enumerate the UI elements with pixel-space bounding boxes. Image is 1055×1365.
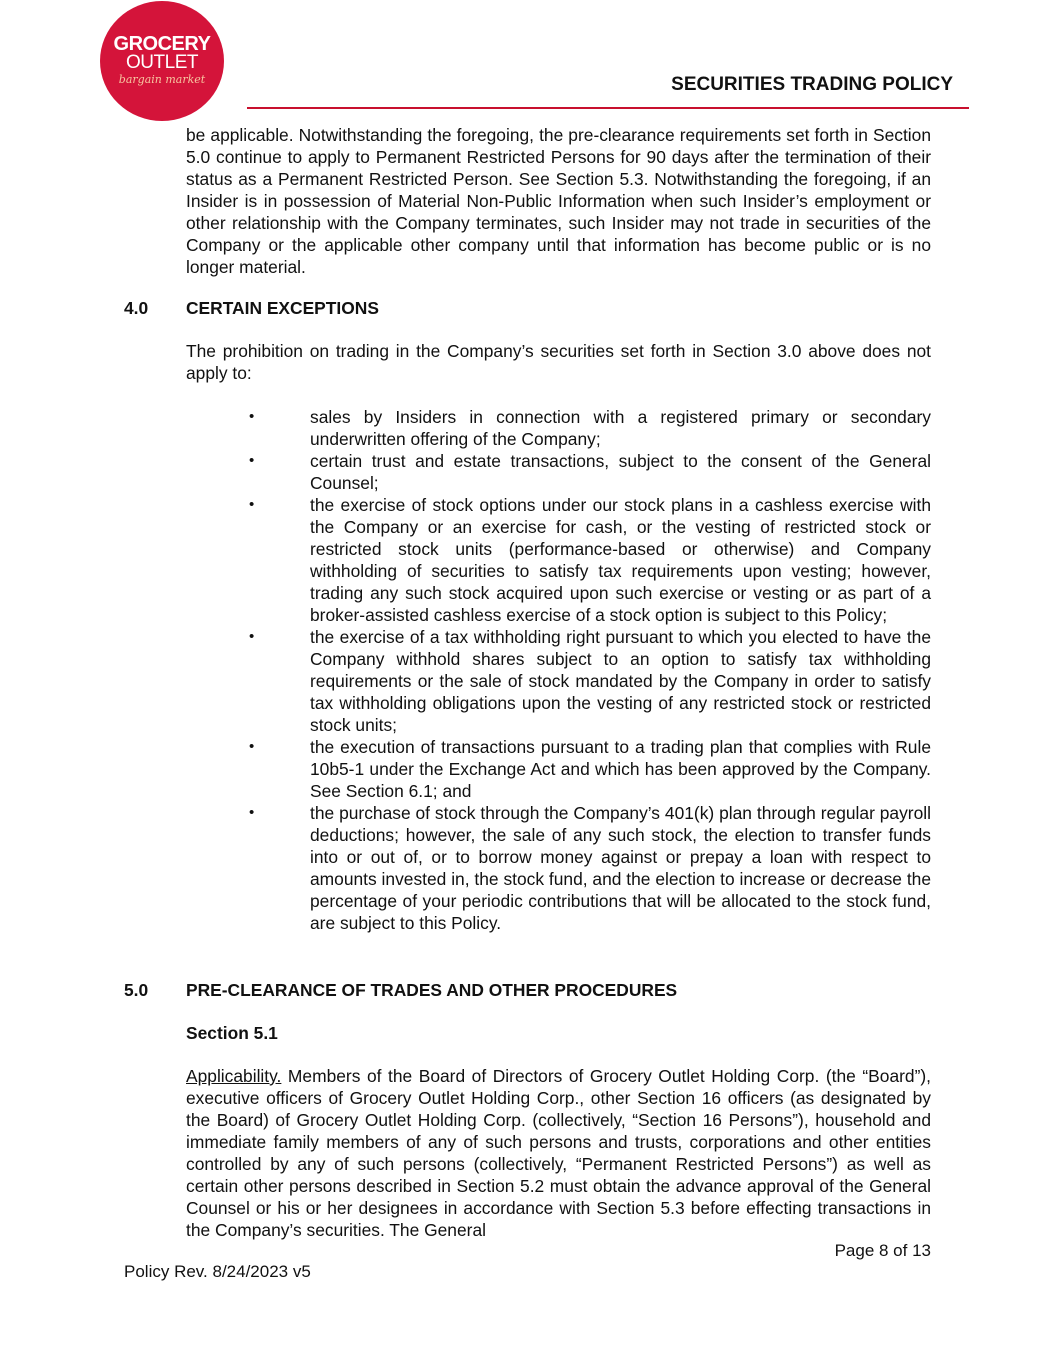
section-4-number: 4.0: [124, 298, 149, 318]
document-title: SECURITIES TRADING POLICY: [671, 74, 953, 95]
list-item-text: the exercise of stock options under our stock plans in a cashless exercise with the Company or an exercise for cash, or the vesting of restricted stock or restricted stock units (performance-based or otherwise) and Company withholding of securities to satisfy tax requirements upon vesting; however, trading any such stock acquired upon such exercise or vesting or as part of a broker-assisted cashless exercise of a stock option is subject to this Policy;: [310, 495, 931, 625]
subsection-5-1-title: Section 5.1: [186, 1023, 278, 1043]
applicability-body: Members of the Board of Directors of Grocery Outlet Holding Corp. (the “Board”), executive officers of Grocery Outlet Holding Corp., other Section 16 officers (as designated by the Board) of Grocery Outlet Holding Corp. (collectively, “Section 16 Persons”), household and immediate family members of any of such persons and trusts, corporations and other entities controlled by any of such persons (collectively, “Permanent Restricted Persons”) as well as certain other persons described in Section 5.2 must obtain the advance approval of the General Counsel or his or her designees in accordance with Section 5.3 before effecting transactions in the Company’s securities. The General: [186, 1066, 931, 1240]
section-4-intro: The prohibition on trading in the Company’s securities set forth in Section 3.0 above does not apply to:: [186, 341, 931, 383]
company-logo: [100, 1, 224, 121]
bullet-icon: •: [249, 738, 255, 755]
list-item: [245, 802, 931, 934]
intro-paragraph: be applicable. Notwithstanding the foregoing, the pre-clearance requirements set forth in Section 5.0 continue to apply to Permanent Restricted Persons for 90 days after the termination of their status as a Permanent Restricted Person. See Section 5.3. Notwithstanding the foregoing, if an Insider is in possession of Material Non-Public Information when such Insider’s employment or other relationship with the Company terminates, such Insider may not trade in securities of the Company or the applicable other company until that information has become public or is no longer material.: [186, 125, 931, 277]
list-item-text: the exercise of a tax withholding right pursuant to which you elected to have the Company withhold shares subject to an option to satisfy tax withholding requirements or the sale of stock mandated by the Company in order to satisfy tax withholding obligations upon the vesting of any restricted stock or restricted stock units;: [310, 627, 931, 735]
policy-revision: Policy Rev. 8/24/2023 v5: [124, 1262, 311, 1281]
logo-line-2: OUTLET: [126, 52, 198, 73]
logo-tagline: bargain market: [118, 73, 206, 86]
list-item-text: sales by Insiders in connection with a registered primary or secondary underwritten offering of the Company;: [310, 407, 931, 449]
bullet-icon: •: [249, 628, 255, 645]
bullet-icon: •: [249, 496, 255, 513]
list-item: [245, 626, 931, 736]
list-item: [245, 406, 931, 450]
list-item: [245, 736, 931, 802]
list-item-text: the purchase of stock through the Company’s 401(k) plan through regular payroll deductions; however, the sale of any such stock, the election to transfer funds into or out of, or to borrow money against or prepay a loan with respect to amounts invested in, the stock fund, and the election to increase or decrease the percentage of your periodic contributions that will be allocated to the stock fund, are subject to this Policy.: [310, 803, 931, 933]
section-5-title: PRE-CLEARANCE OF TRADES AND OTHER PROCEDURES: [186, 980, 678, 1000]
list-item: [245, 494, 931, 626]
page-number: Page 8 of 13: [834, 1241, 931, 1260]
list-item: [245, 450, 931, 494]
list-item-text: certain trust and estate transactions, subject to the consent of the General Counsel;: [310, 451, 931, 493]
bullet-icon: •: [249, 408, 255, 425]
bullet-icon: •: [249, 452, 255, 469]
section-5-number: 5.0: [124, 980, 149, 1000]
bullet-icon: •: [249, 804, 255, 821]
logo-line-1: GROCERY: [113, 33, 211, 55]
applicability-paragraph: [186, 1065, 931, 1241]
exceptions-list: [245, 406, 931, 934]
section-4-title: CERTAIN EXCEPTIONS: [186, 298, 379, 318]
header-divider: [247, 107, 969, 109]
list-item-text: the execution of transactions pursuant to a trading plan that complies with Rule 10b5-1 under the Exchange Act and which has been approved by the Company. See Section 6.1; and: [310, 737, 931, 801]
applicability-lead-in: Applicability.: [186, 1066, 282, 1086]
